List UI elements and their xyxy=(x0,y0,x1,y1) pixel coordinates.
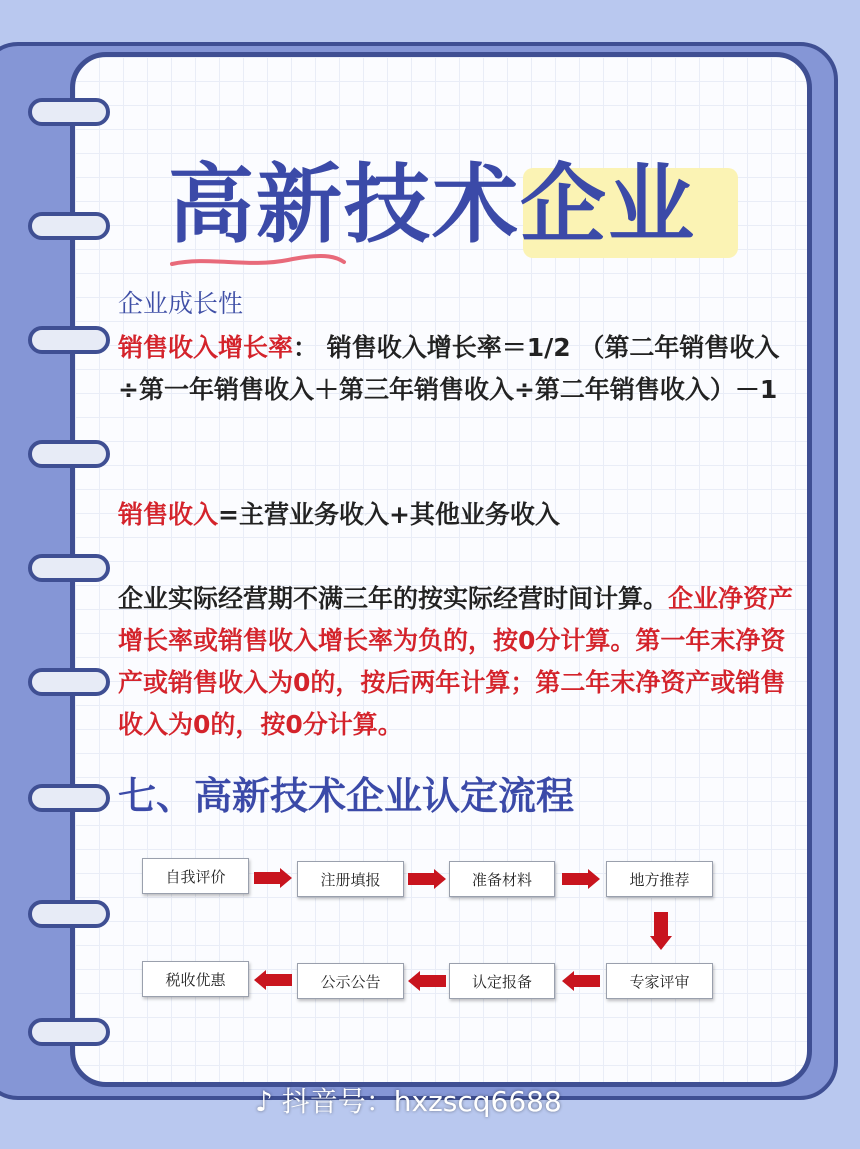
flow-arrow-left-icon xyxy=(562,971,602,991)
flow-step-public-notice: 公示公告 xyxy=(297,963,404,999)
binder-ring-5 xyxy=(28,554,110,582)
watermark xyxy=(255,1080,562,1120)
growth-rate-paragraph xyxy=(118,327,798,411)
flow-step-registration: 注册填报 xyxy=(297,861,404,897)
sales-income-paragraph xyxy=(118,494,798,536)
binder-ring-2 xyxy=(28,212,110,240)
music-note-icon: ♪ xyxy=(255,1085,273,1118)
zero-score-rules: 企业净资产增长率或销售收入增长率为负的，按0分计算。第一年末净资产或销售收入为0的，按后两年计算；第二年末净资产或销售收入为0的，按0分计算。 xyxy=(118,584,794,739)
flow-arrow-left-icon xyxy=(254,970,294,990)
title-underline-squiggle xyxy=(168,250,348,274)
flow-step-filing: 认定报备 xyxy=(449,963,555,999)
flow-step-tax-benefits: 税收优惠 xyxy=(142,961,249,997)
page-title: 高新技术企业 xyxy=(168,155,696,255)
section-heading-7: 七、高新技术企业认定流程 xyxy=(118,774,575,818)
binder-ring-6 xyxy=(28,668,110,696)
title-block xyxy=(168,140,748,280)
binder-ring-9 xyxy=(28,1018,110,1046)
flow-step-expert-review: 专家评审 xyxy=(606,963,713,999)
flow-step-self-evaluation: 自我评价 xyxy=(142,858,249,894)
flow-step-local-recommend: 地方推荐 xyxy=(606,861,713,897)
watermark-text: 抖音号：hxzscq6688 xyxy=(281,1085,562,1118)
flow-arrow-right-icon xyxy=(408,869,448,889)
operating-period-text: 企业实际经营期不满三年的按实际经营时间计算。 xyxy=(118,584,669,613)
flow-arrow-right-icon xyxy=(254,868,294,888)
growth-rate-formula: ： 销售收入增长率＝1/2 （第二年销售收入÷第一年销售收入＋第三年销售收入÷第二年销售收入）－1 xyxy=(118,333,780,404)
binder-ring-8 xyxy=(28,900,110,928)
sales-income-label: 销售收入 xyxy=(118,500,219,529)
flow-step-prepare-materials: 准备材料 xyxy=(449,861,555,897)
binder-ring-1 xyxy=(28,98,110,126)
growth-rate-label: 销售收入增长率 xyxy=(118,333,294,362)
binder-ring-7 xyxy=(28,784,110,812)
binder-ring-3 xyxy=(28,326,110,354)
flow-arrow-left-icon xyxy=(408,971,448,991)
sales-income-formula: =主营业务收入+其他业务收入 xyxy=(218,500,560,529)
flow-arrow-right-icon xyxy=(562,869,602,889)
binder-ring-4 xyxy=(28,440,110,468)
operating-period-paragraph xyxy=(118,578,798,746)
section-title: 企业成长性 xyxy=(118,289,244,318)
flow-arrow-down-icon xyxy=(650,912,672,952)
